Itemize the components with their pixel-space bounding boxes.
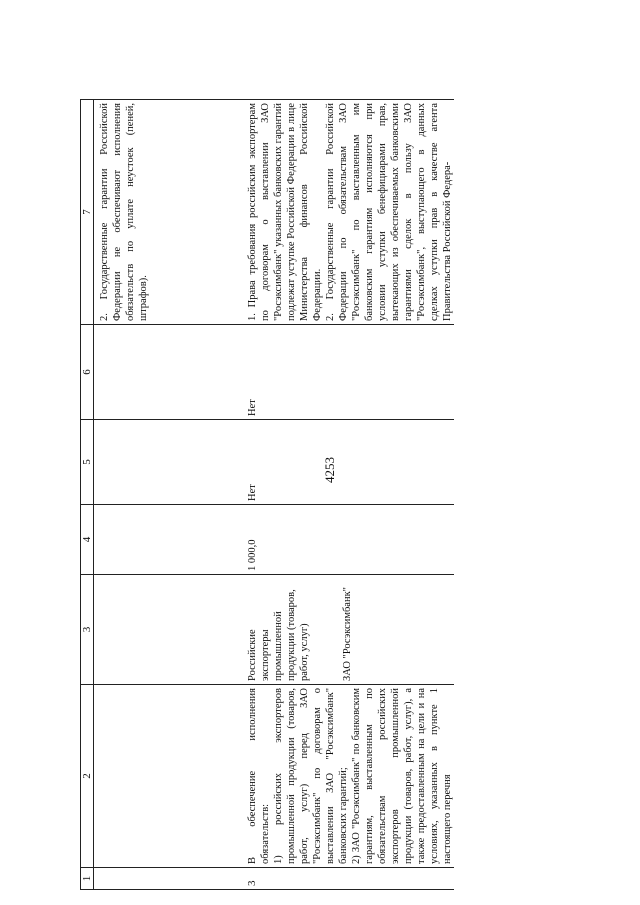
guarantees-table [80,99,454,890]
column-number-row [81,100,94,890]
column-header-4: 4 [81,505,94,575]
cell-conditions [238,100,454,325]
column-header-7: 7 [81,100,94,325]
column-header-3: 3 [81,575,94,685]
column-header-6: 6 [81,325,94,420]
cell-amount [94,505,239,575]
cell-principal [94,575,239,685]
principal-entry: Российские экспортеры промышленной продукции (товаров, работ, услуг) [247,589,310,681]
rotated-table-sheet [80,100,640,890]
cell-purpose [238,685,454,868]
purpose-paragraph: 1) российских экспортеров промышленной продукции (товаров, работ, услуг) перед ЗАО "Росэксимбанк" по договорам о выставлении ЗАО "Росэксимбанк" банковских гарантий; [273,688,349,864]
column-header-2: 2 [81,685,94,868]
cell-collateral [94,325,239,420]
column-header-1: 1 [81,868,94,890]
cell-purpose [94,685,239,868]
column-header-5: 5 [81,420,94,505]
cell-row-number [94,868,239,890]
principal-entry: ЗАО "Росэксимбанк" [342,587,353,681]
purpose-paragraph: 2) ЗАО "Росэксимбанк" по банковским гарантиям, выставленным по обязательствам российских экспортеров промышленной продукции (товаров, работ, услуг), а также предоставленным на цели и на условиях, указанных в пункте 1 настоящего перечня [351,688,453,864]
table-row [94,100,239,890]
cell-conditions [94,100,239,325]
table-row [238,100,454,890]
cell-regress [94,420,239,505]
cell-regress: Нет [238,420,454,505]
cell-amount: 1 000,0 [238,505,454,575]
cell-collateral: Нет [238,325,454,420]
page-number: 4253 [322,457,337,483]
purpose-paragraph: В обеспечение исполнения обязательств: [247,688,271,864]
conditions-paragraph: 2. Государственные гарантии Российской Федерации не обеспечивают исполнения обязательств по уплате неустоек (пеней, штрафов). [99,103,149,321]
conditions-paragraph: 2. Государственные гарантии Российской Федерации по обязательствам ЗАО "Росэксимбанк" по выставленным им банковским гарантиям исполняются при условии уступки бенефициарами прав, вытекающих из обеспечиваемых банковскими гарантиями сделок в пользу ЗАО "Росэксимбанк", выступающего в данных сделках уступки прав в качестве агента Правительства Российской Федера- [325,103,453,321]
conditions-paragraph: 1. Права требования российским экспортерам по договорам о выставлении ЗАО "Росэксимбанк" указанных банковских гарантий подлежат уступке Российской Федерации в лице Министерства финансов Российской Федерации. [247,103,323,321]
cell-row-number: 3 [238,868,454,890]
cell-principal [238,575,454,685]
